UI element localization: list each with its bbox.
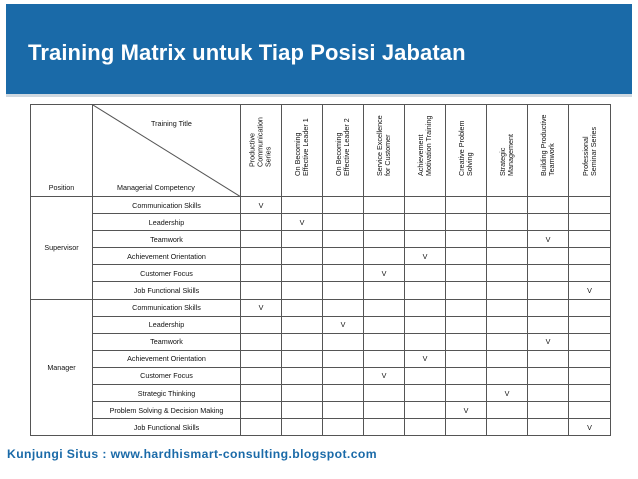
table-row <box>31 282 611 299</box>
training-title-text: Service Excellence for Customer <box>374 114 392 176</box>
competency-cell: Job Functional Skills <box>93 419 241 436</box>
empty-cell <box>405 197 446 214</box>
empty-cell <box>569 265 611 282</box>
empty-cell <box>405 265 446 282</box>
empty-cell <box>364 419 405 436</box>
empty-cell <box>446 316 487 333</box>
competency-cell: Strategic Thinking <box>93 385 241 402</box>
empty-cell <box>487 419 528 436</box>
empty-cell <box>241 402 282 419</box>
competency-cell: Customer Focus <box>93 367 241 384</box>
empty-cell <box>282 385 323 402</box>
empty-cell <box>528 282 569 299</box>
empty-cell <box>569 350 611 367</box>
empty-cell <box>405 282 446 299</box>
empty-cell <box>282 350 323 367</box>
check-mark: V <box>446 402 487 419</box>
training-matrix-table <box>30 104 611 436</box>
empty-cell <box>487 333 528 350</box>
empty-cell <box>241 265 282 282</box>
empty-cell <box>446 282 487 299</box>
empty-cell <box>323 197 364 214</box>
footer-website: Kunjungi Situs : www.hardhismart-consulting.blogspot.com <box>7 447 377 461</box>
empty-cell <box>323 231 364 248</box>
empty-cell <box>487 282 528 299</box>
empty-cell <box>487 265 528 282</box>
empty-cell <box>569 299 611 316</box>
check-mark: V <box>569 419 611 436</box>
competency-cell: Communication Skills <box>93 299 241 316</box>
empty-cell <box>364 316 405 333</box>
empty-cell <box>323 214 364 231</box>
check-mark: V <box>282 214 323 231</box>
competency-cell: Problem Solving & Decision Making <box>93 402 241 419</box>
empty-cell <box>282 265 323 282</box>
empty-cell <box>487 214 528 231</box>
empty-cell <box>446 333 487 350</box>
empty-cell <box>323 350 364 367</box>
empty-cell <box>569 197 611 214</box>
empty-cell <box>405 231 446 248</box>
empty-cell <box>528 316 569 333</box>
competency-cell: Leadership <box>93 316 241 333</box>
check-mark: V <box>241 197 282 214</box>
table-row <box>31 248 611 265</box>
check-mark: V <box>569 282 611 299</box>
empty-cell <box>323 402 364 419</box>
table-row <box>31 231 611 248</box>
table-row <box>31 265 611 282</box>
empty-cell <box>569 402 611 419</box>
page-title: Training Matrix untuk Tiap Posisi Jabatan <box>28 40 466 65</box>
empty-cell <box>364 248 405 265</box>
training-header-5 <box>446 105 487 197</box>
training-title-text: On Becoming Effective Leader 2 <box>333 117 351 176</box>
training-title-text: Strategic Management <box>497 133 515 176</box>
empty-cell <box>364 385 405 402</box>
empty-cell <box>364 214 405 231</box>
empty-cell <box>241 350 282 367</box>
table-row <box>31 333 611 350</box>
empty-cell <box>569 367 611 384</box>
training-title-text: Professional Seminar Series <box>580 126 598 176</box>
check-mark: V <box>528 231 569 248</box>
managerial-competency-label: Managerial Competency <box>117 183 195 192</box>
check-mark: V <box>528 333 569 350</box>
competency-cell: Leadership <box>93 214 241 231</box>
empty-cell <box>241 248 282 265</box>
empty-cell <box>323 419 364 436</box>
empty-cell <box>446 299 487 316</box>
empty-cell <box>405 299 446 316</box>
empty-cell <box>487 316 528 333</box>
table-row <box>31 419 611 436</box>
check-mark: V <box>241 299 282 316</box>
empty-cell <box>241 385 282 402</box>
empty-cell <box>282 299 323 316</box>
empty-cell <box>364 282 405 299</box>
training-header-7 <box>528 105 569 197</box>
training-header-1 <box>282 105 323 197</box>
empty-cell <box>364 333 405 350</box>
empty-cell <box>487 402 528 419</box>
empty-cell <box>405 333 446 350</box>
empty-cell <box>282 333 323 350</box>
empty-cell <box>569 248 611 265</box>
training-title-text: Creative Problem Solving <box>456 120 474 176</box>
empty-cell <box>528 419 569 436</box>
empty-cell <box>364 197 405 214</box>
empty-cell <box>364 350 405 367</box>
empty-cell <box>528 402 569 419</box>
check-mark: V <box>487 385 528 402</box>
training-title-text: Achievement Motivation Training <box>415 115 433 176</box>
empty-cell <box>446 419 487 436</box>
empty-cell <box>282 402 323 419</box>
training-title-text: Productive Communication Series <box>247 117 274 168</box>
empty-cell <box>446 350 487 367</box>
empty-cell <box>405 214 446 231</box>
empty-cell <box>323 282 364 299</box>
competency-cell: Teamwork <box>93 231 241 248</box>
title-banner <box>6 4 632 97</box>
empty-cell <box>282 367 323 384</box>
empty-cell <box>241 214 282 231</box>
empty-cell <box>487 231 528 248</box>
table-row <box>31 316 611 333</box>
empty-cell <box>528 299 569 316</box>
empty-cell <box>446 197 487 214</box>
competency-cell: Job Functional Skills <box>93 282 241 299</box>
empty-cell <box>364 402 405 419</box>
table-row <box>31 367 611 384</box>
empty-cell <box>405 316 446 333</box>
competency-cell: Communication Skills <box>93 197 241 214</box>
empty-cell <box>282 197 323 214</box>
check-mark: V <box>405 248 446 265</box>
empty-cell <box>487 367 528 384</box>
empty-cell <box>446 385 487 402</box>
empty-cell <box>364 231 405 248</box>
empty-cell <box>282 231 323 248</box>
training-header-3 <box>364 105 405 197</box>
empty-cell <box>323 367 364 384</box>
training-title-text: Building Productive Teamwork <box>538 114 556 176</box>
competency-header <box>93 105 241 197</box>
competency-cell: Achievement Orientation <box>93 248 241 265</box>
empty-cell <box>569 385 611 402</box>
empty-cell <box>323 265 364 282</box>
training-header-6 <box>487 105 528 197</box>
empty-cell <box>569 333 611 350</box>
empty-cell <box>405 402 446 419</box>
check-mark: V <box>364 367 405 384</box>
position-header: Position <box>31 105 93 197</box>
empty-cell <box>569 231 611 248</box>
empty-cell <box>364 299 405 316</box>
table-row <box>31 350 611 367</box>
empty-cell <box>569 316 611 333</box>
training-header-8 <box>569 105 611 197</box>
empty-cell <box>282 282 323 299</box>
training-title-label: Training Title <box>151 119 192 128</box>
empty-cell <box>282 248 323 265</box>
empty-cell <box>528 265 569 282</box>
empty-cell <box>241 282 282 299</box>
empty-cell <box>323 385 364 402</box>
empty-cell <box>528 350 569 367</box>
empty-cell <box>282 316 323 333</box>
empty-cell <box>446 214 487 231</box>
empty-cell <box>487 350 528 367</box>
check-mark: V <box>323 316 364 333</box>
table-row <box>31 197 611 214</box>
empty-cell <box>528 248 569 265</box>
empty-cell <box>569 214 611 231</box>
empty-cell <box>241 419 282 436</box>
empty-cell <box>487 248 528 265</box>
empty-cell <box>323 333 364 350</box>
empty-cell <box>487 299 528 316</box>
table-row <box>31 214 611 231</box>
table-row <box>31 299 611 316</box>
empty-cell <box>446 231 487 248</box>
empty-cell <box>241 367 282 384</box>
empty-cell <box>528 385 569 402</box>
empty-cell <box>528 214 569 231</box>
table-row <box>31 402 611 419</box>
empty-cell <box>405 385 446 402</box>
empty-cell <box>323 299 364 316</box>
empty-cell <box>241 333 282 350</box>
empty-cell <box>446 248 487 265</box>
empty-cell <box>282 419 323 436</box>
empty-cell <box>446 367 487 384</box>
check-mark: V <box>405 350 446 367</box>
training-header-2 <box>323 105 364 197</box>
position-cell: Supervisor <box>31 197 93 300</box>
training-header-0 <box>241 105 282 197</box>
competency-cell: Teamwork <box>93 333 241 350</box>
empty-cell <box>323 248 364 265</box>
empty-cell <box>405 419 446 436</box>
empty-cell <box>528 367 569 384</box>
training-header-4 <box>405 105 446 197</box>
empty-cell <box>241 316 282 333</box>
empty-cell <box>446 265 487 282</box>
training-title-text: On Becoming Effective Leader 1 <box>292 117 310 176</box>
position-cell: Manager <box>31 299 93 436</box>
table-row <box>31 385 611 402</box>
competency-cell: Achievement Orientation <box>93 350 241 367</box>
empty-cell <box>528 197 569 214</box>
check-mark: V <box>364 265 405 282</box>
empty-cell <box>487 197 528 214</box>
competency-cell: Customer Focus <box>93 265 241 282</box>
empty-cell <box>241 231 282 248</box>
empty-cell <box>405 367 446 384</box>
